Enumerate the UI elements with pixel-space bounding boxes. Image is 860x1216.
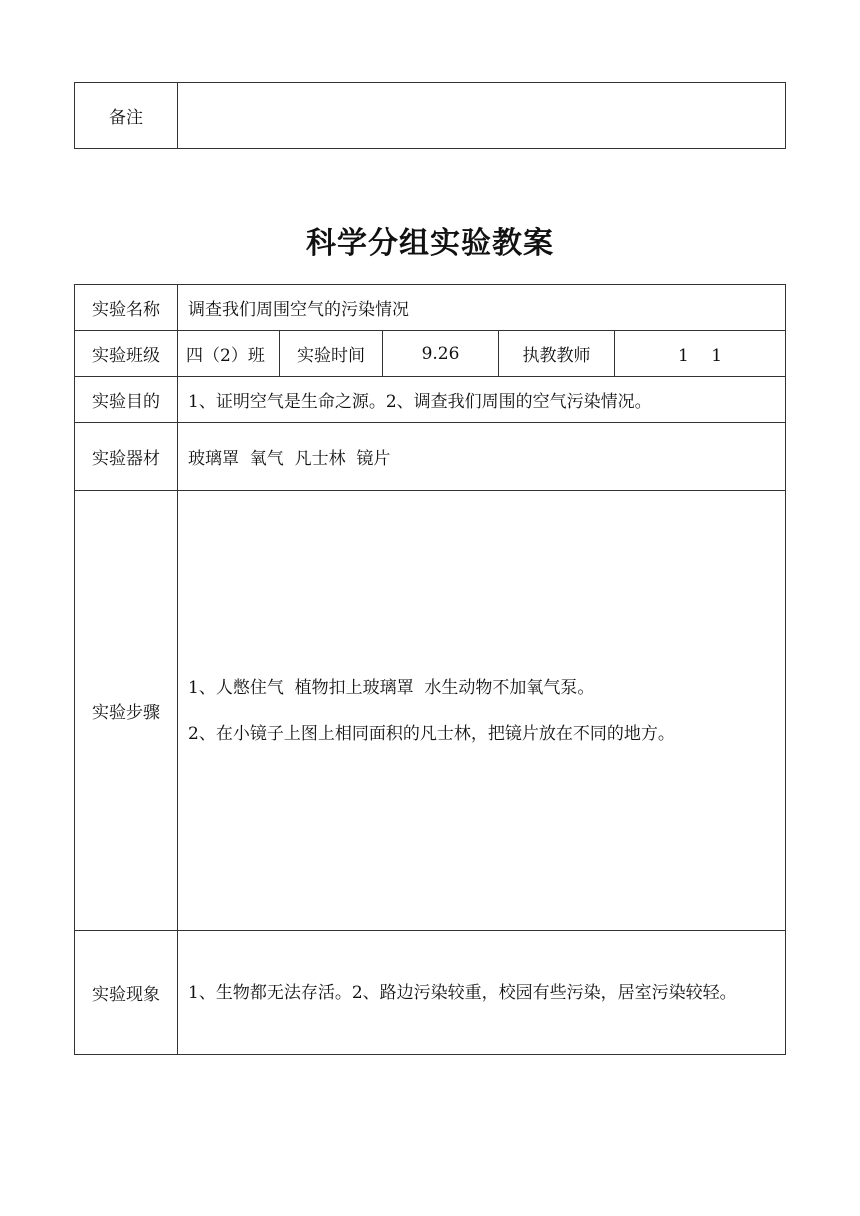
notes-table xyxy=(74,82,786,149)
experiment-name-row xyxy=(75,285,786,331)
experiment-step-2: 2、在小镜子上图上相同面积的凡士林，把镜片放在不同的地方。 xyxy=(188,723,675,744)
lesson-plan-table xyxy=(74,284,786,1055)
experiment-class-value: 四（2）班 xyxy=(178,331,280,377)
experiment-class-label: 实验班级 xyxy=(75,331,178,377)
teacher-label: 执教教师 xyxy=(499,331,615,377)
experiment-class-row xyxy=(75,331,786,377)
experiment-equipment-label: 实验器材 xyxy=(75,423,178,491)
experiment-steps-label: 实验步骤 xyxy=(75,491,178,931)
notes-value xyxy=(178,83,786,149)
experiment-time-value: 9.26 xyxy=(383,331,499,377)
experiment-purpose-label: 实验目的 xyxy=(75,377,178,423)
experiment-equipment-value: 玻璃罩 氧气 凡士林 镜片 xyxy=(178,423,786,491)
experiment-steps-cell xyxy=(178,491,786,931)
experiment-step-1: 1、人憋住气 植物扣上玻璃罩 水生动物不加氧气泵。 xyxy=(188,677,595,698)
notes-label: 备注 xyxy=(75,83,178,149)
experiment-name-label: 实验名称 xyxy=(75,285,178,331)
notes-row xyxy=(75,83,786,149)
experiment-purpose-value: 1、证明空气是生命之源。2、调查我们周围的空气污染情况。 xyxy=(178,377,786,423)
experiment-purpose-row xyxy=(75,377,786,423)
experiment-phenomenon-row xyxy=(75,931,786,1055)
document-title: 科学分组实验教案 xyxy=(306,226,554,261)
experiment-name-value: 调查我们周围空气的污染情况 xyxy=(178,285,786,331)
experiment-equipment-row xyxy=(75,423,786,491)
experiment-time-label: 实验时间 xyxy=(280,331,383,377)
experiment-phenomenon-cell xyxy=(178,931,786,1055)
experiment-phenomenon-label: 实验现象 xyxy=(75,931,178,1055)
teacher-value: 1 1 xyxy=(615,331,786,377)
experiment-phenomenon-value: 1、生物都无法存活。2、路边污染较重，校园有些污染，居室污染较轻。 xyxy=(188,982,737,1003)
experiment-steps-row xyxy=(75,491,786,931)
